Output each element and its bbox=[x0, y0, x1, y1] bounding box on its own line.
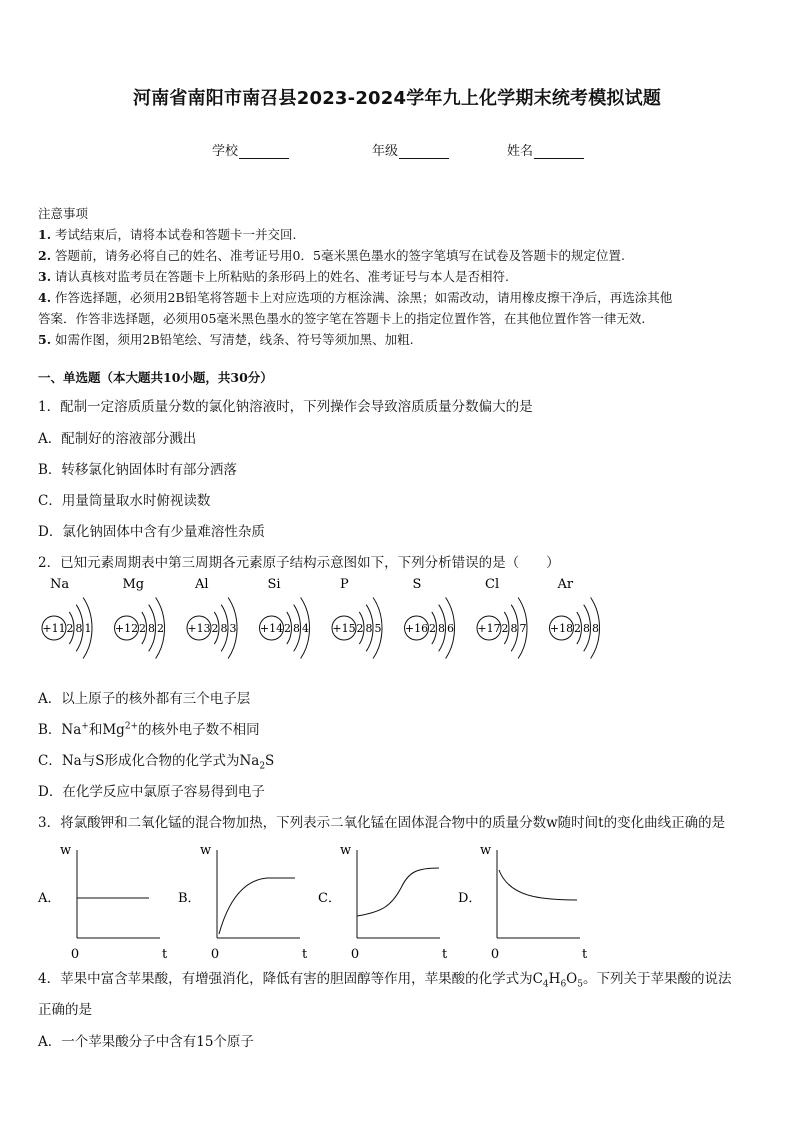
element-symbol: Na bbox=[50, 577, 70, 592]
nucleus-charge: +14 bbox=[259, 622, 284, 635]
shell-electron-count: 2 bbox=[429, 622, 436, 635]
note-item: 2. 答题前，请务必将自己的姓名、准考证号用0．5毫米黑色墨水的签字笔填写在试卷及答题卡的规定位置. bbox=[38, 248, 625, 263]
graph-option-letter: D． bbox=[458, 891, 482, 906]
atom-structure-diagrams bbox=[36, 573, 776, 683]
note-item: 3. 请认真核对监考员在答题卡上所粘贴的条形码上的姓名、准考证号与本人是否相符. bbox=[38, 269, 510, 284]
shell-electron-count: 2 bbox=[66, 622, 74, 635]
graph-curve bbox=[357, 868, 439, 916]
atom-diagram-cl bbox=[477, 577, 527, 659]
q4-option-a[interactable]: A．一个苹果酸分子中含有15个原子 bbox=[38, 1034, 254, 1050]
q3-graph-options bbox=[30, 838, 770, 968]
y-axis-label: w bbox=[200, 843, 212, 858]
shell-electron-count: 6 bbox=[447, 622, 454, 635]
atom-diagram-al bbox=[187, 577, 237, 659]
question-4-stem: 4．苹果中富含苹果酸，有增强消化，降低有害的胆固醇等作用，苹果酸的化学式为$C_4H_6O_5$。下列关于苹果酸的说法 bbox=[38, 971, 732, 990]
element-symbol: Al bbox=[195, 577, 209, 592]
atom-diagram-ar bbox=[550, 577, 600, 659]
shell-electron-count: 8 bbox=[592, 622, 599, 635]
y-axis-label: w bbox=[480, 843, 492, 858]
nucleus-charge: +15 bbox=[332, 622, 356, 635]
question-1-stem: 1．配制一定溶质质量分数的氯化钠溶液时，下列操作会导致溶质质量分数偏大的是 bbox=[38, 399, 533, 415]
question-2-stem: 2．已知元素周期表中第三周期各元素原子结构示意图如下，下列分析错误的是（ ） bbox=[38, 555, 560, 571]
graph-curve bbox=[499, 870, 577, 900]
shell-electron-count: 8 bbox=[75, 622, 83, 635]
grade-blank[interactable] bbox=[399, 144, 449, 159]
graph-option-1[interactable] bbox=[37, 843, 168, 962]
q2-option-d[interactable]: D．在化学反应中氯原子容易得到电子 bbox=[38, 784, 265, 800]
note-item: 答案．作答非选择题，必须用05毫米黑色墨水的签字笔在答题卡上的指定位置作答，在其他位置作答一律无效. bbox=[38, 311, 646, 326]
notes-heading: 注意事项 bbox=[38, 206, 89, 221]
y-axis-label: w bbox=[340, 843, 352, 858]
school-blank[interactable] bbox=[239, 144, 289, 159]
element-symbol: Cl bbox=[485, 577, 500, 592]
shell-electron-count: 8 bbox=[583, 622, 590, 635]
name-blank[interactable] bbox=[534, 144, 584, 159]
q1-option-b[interactable]: B．转移氯化钠固体时有部分洒落 bbox=[38, 462, 237, 478]
element-symbol: P bbox=[340, 577, 349, 592]
notes-block bbox=[38, 203, 768, 350]
nucleus-charge: +16 bbox=[404, 622, 429, 635]
x-axis-label: t bbox=[442, 947, 448, 962]
shell-electron-count: 7 bbox=[519, 622, 527, 635]
shell-electron-count: 2 bbox=[501, 622, 509, 635]
x-axis-label: t bbox=[302, 947, 308, 962]
name-field bbox=[507, 140, 584, 159]
nucleus-charge: +12 bbox=[114, 622, 139, 635]
shell-electron-count: 1 bbox=[84, 622, 92, 635]
shell-electron-count: 2 bbox=[574, 622, 581, 635]
name-label: 姓名 bbox=[507, 144, 534, 159]
graph-option-3[interactable] bbox=[318, 843, 448, 962]
page-title: 河南省南阳市南召县2023-2024学年九上化学期末统考模拟试题 bbox=[132, 88, 662, 109]
shell-electron-count: 2 bbox=[157, 622, 164, 635]
shell-electron-count: 2 bbox=[139, 622, 146, 635]
graph-option-letter: A． bbox=[38, 891, 61, 906]
origin-label: 0 bbox=[350, 947, 360, 962]
school-label: 学校 bbox=[212, 144, 239, 159]
x-axis-label: t bbox=[582, 947, 588, 962]
element-symbol: S bbox=[412, 577, 422, 592]
x-axis-label: t bbox=[162, 947, 168, 962]
grade-field bbox=[372, 140, 449, 159]
origin-label: 0 bbox=[70, 947, 80, 962]
q1-option-c[interactable]: C．用量筒量取水时俯视读数 bbox=[38, 493, 211, 509]
shell-electron-count: 8 bbox=[438, 622, 445, 635]
shell-electron-count: 8 bbox=[510, 622, 518, 635]
note-item: 5. 如需作图，须用2B铅笔绘、写清楚，线条、符号等须加黑、加粗. bbox=[38, 332, 414, 347]
nucleus-charge: +17 bbox=[477, 622, 501, 635]
shell-electron-count: 5 bbox=[374, 622, 382, 635]
element-symbol: Si bbox=[267, 577, 281, 592]
q1-option-d[interactable]: D．氯化钠固体中含有少量难溶性杂质 bbox=[38, 524, 265, 540]
q2-option-a[interactable]: A．以上原子的核外都有三个电子层 bbox=[38, 691, 251, 707]
note-item: 4. 作答选择题，必须用2B铅笔将答题卡上对应选项的方框涂满、涂黑；如需改动，请用橡皮擦干净后，再选涂其他 bbox=[38, 290, 673, 305]
question-3-stem: 3．将氯酸钾和二氧化锰的混合物加热，下列表示二氧化锰在固体混合物中的质量分数w随时间t的变化曲线正确的是 bbox=[38, 815, 726, 831]
shell-electron-count: 2 bbox=[356, 622, 364, 635]
grade-label: 年级 bbox=[372, 144, 399, 159]
shell-electron-count: 8 bbox=[293, 622, 300, 635]
q2-option-c[interactable]: C．Na与S形成化合物的化学式为$Na_2S$ bbox=[38, 753, 275, 772]
atom-diagram-si bbox=[260, 577, 310, 659]
atom-diagram-s bbox=[405, 577, 455, 659]
school-field bbox=[212, 140, 289, 159]
section-title: 一、单选题（本大题共10小题，共30分） bbox=[38, 370, 273, 385]
shell-electron-count: 8 bbox=[220, 622, 228, 635]
q2-option-b[interactable]: B．Na+和$Mg^{2+}$的核外电子数不相同 bbox=[38, 721, 260, 738]
nucleus-charge: +18 bbox=[549, 622, 574, 635]
q1-option-a[interactable]: A．配制好的溶液部分溅出 bbox=[38, 431, 197, 447]
y-axis-label: w bbox=[60, 843, 72, 858]
shell-electron-count: 2 bbox=[211, 622, 219, 635]
shell-electron-count: 4 bbox=[302, 622, 309, 635]
shell-electron-count: 2 bbox=[284, 622, 291, 635]
note-item: 1. 考试结束后，请将本试卷和答题卡一并交回. bbox=[38, 227, 297, 242]
graph-option-letter: C． bbox=[318, 891, 341, 906]
origin-label: 0 bbox=[490, 947, 500, 962]
nucleus-charge: +13 bbox=[187, 622, 211, 635]
shell-electron-count: 8 bbox=[148, 622, 155, 635]
graph-option-4[interactable] bbox=[458, 843, 588, 962]
graph-option-2[interactable] bbox=[178, 843, 308, 962]
atom-diagram-na bbox=[42, 577, 92, 659]
shell-electron-count: 3 bbox=[229, 622, 237, 635]
atom-diagram-p bbox=[332, 577, 382, 659]
graph-curve bbox=[219, 878, 295, 934]
atom-diagram-mg bbox=[115, 577, 165, 659]
element-symbol: Ar bbox=[557, 577, 574, 592]
graph-option-letter: B． bbox=[178, 891, 201, 906]
shell-electron-count: 8 bbox=[365, 622, 373, 635]
origin-label: 0 bbox=[210, 947, 220, 962]
question-4-stem-line2: 正确的是 bbox=[38, 1002, 92, 1018]
element-symbol: Mg bbox=[122, 577, 145, 592]
nucleus-charge: +11 bbox=[42, 622, 66, 635]
